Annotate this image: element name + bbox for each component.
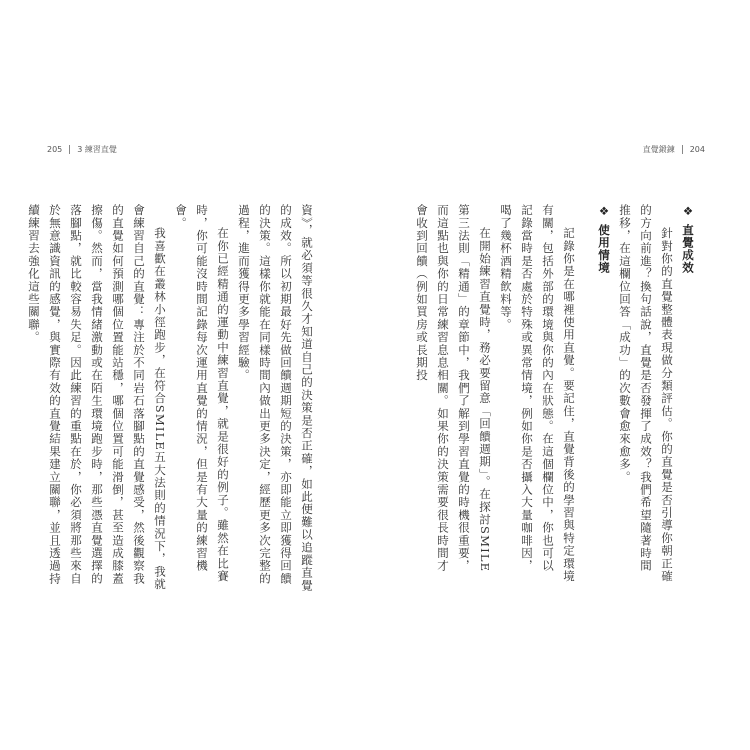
header-divider xyxy=(682,145,683,154)
paragraph: 針對你的直覺整體表現做分類評估。你的直覺是否引導你朝正確的方向前進？換句話說，直覺是否發揮了成效？我們希望隨著時間推移，在這欄位回答「成功」的次數會愈來愈多。 xyxy=(618,204,674,583)
paragraph: 資》，就必須等很久才知道自己的決策是否正確，如此便難以追蹤直覺的成效。所以初期最好先做回饋週期短的決策，亦即能立即獲得回饋的決策。這樣你就能在同樣時間內做出更多決定，經歷更多次完整的過程，進而獲得更多學習經驗。 xyxy=(237,204,314,592)
paragraph: 我喜歡在叢林小徑跑步，在符合SMILE五大法則的情況下，我就會練習自己的直覺：專注於不同岩石落腳點的直覺感受，然後觀察我的直覺如何預測哪個位置能站穩，哪個位置可能滑倒，甚至造成膝蓋擦傷。然而，當我情緒激動或在陌生環境跑步時，那些憑直覺選擇的落腳點，就比較容易失足。因此練習的重點在於，你必須將那些來自於無意識資訊的感覺，與實際有效的直覺結果建立關聯，並且透過持續練習去強化這些關聯。 xyxy=(27,204,167,591)
paragraph: 在你已經精通的運動中練習直覺，就是很好的例子。雖然在比賽時，你可能沒時間記錄每次運用直覺的情況，但是有大量的練習機會。 xyxy=(174,204,230,583)
section-heading: ❖ 直覺成效 xyxy=(681,204,695,275)
page-header xyxy=(47,143,117,157)
paragraph: 在開始練習直覺時，務必要留意「回饋週期」。在探討SMILE第三法則「精通」的章節中，我們了解到學習直覺的時機很重要，而這點也與你的日常練習息息相關。如果你的決策需要很長時間才會收到回饋（例如買房或長期投 xyxy=(415,204,492,573)
right-page xyxy=(375,0,750,750)
section-heading: ❖ 使用情境 xyxy=(597,204,611,275)
page-number: 205 xyxy=(47,145,63,154)
header-divider xyxy=(69,145,70,154)
body-text xyxy=(9,204,317,594)
chapter-title: 直覺鍛鍊 xyxy=(642,145,675,154)
paragraph: 記錄你是在哪裡使用直覺。要記住，直覺背後的學習與特定環境有關，包括外部的環境與你的內在狀態。在這個欄位中，你也可以記錄當時是否處於特殊或異常情境，例如你是否攝入大量咖啡因，喝了幾杯酒精飲料等。 xyxy=(499,204,576,583)
page-number: 204 xyxy=(689,145,705,154)
page-header xyxy=(643,143,705,157)
body-text xyxy=(397,204,698,584)
chapter-title: 3 練習直覺 xyxy=(77,145,117,154)
